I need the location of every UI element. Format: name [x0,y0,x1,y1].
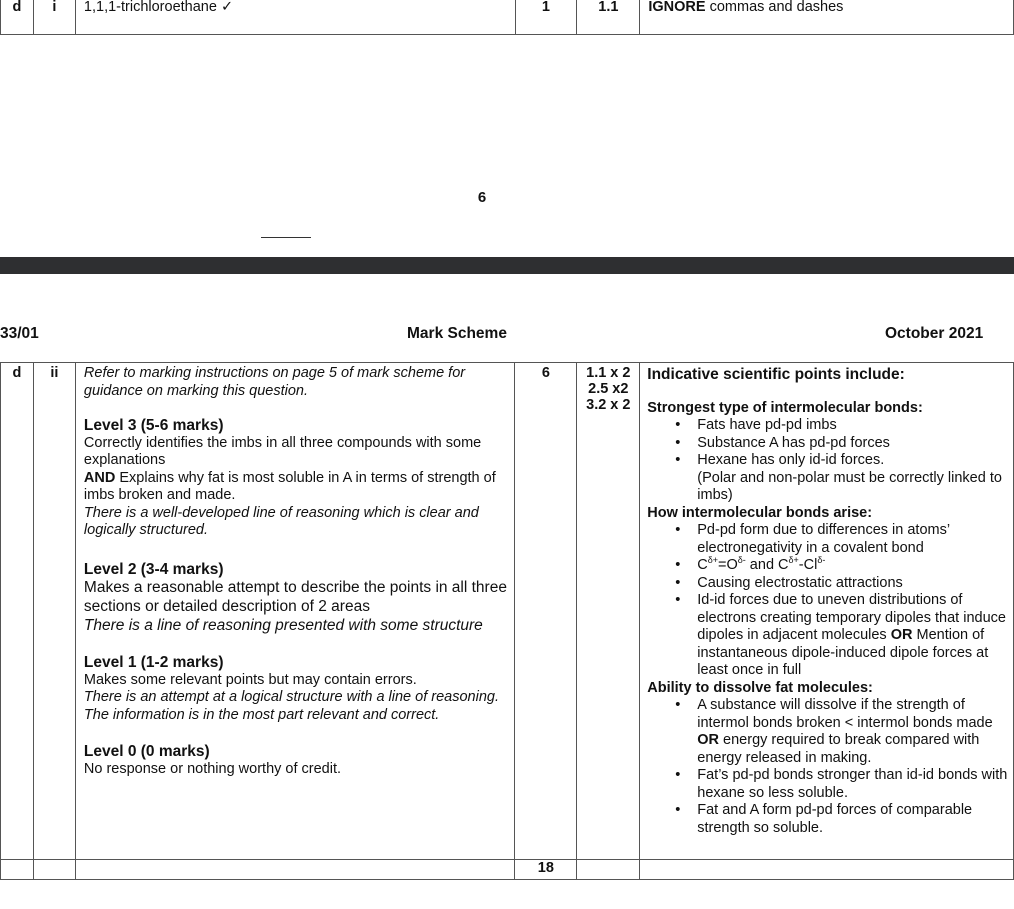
footnote-rule [261,237,311,238]
list-item: • Fat and A form pd-pd forces of comparable strength so soluble. [647,802,1013,837]
guidance-cell [640,363,1014,860]
total-marks: 18 [515,860,577,880]
question-subpart: ii [33,363,75,860]
ao-item: 3.2 x 2 [586,397,631,413]
level2-reasoning: There is a line of reasoning presented with some structure [83,617,483,634]
top-row-table [0,0,1014,35]
ao-cell [577,363,640,860]
list-item: • Hexane has only id-id forces. [647,452,1013,470]
marks-cell: 6 [515,363,577,860]
level2-text: Makes a reasonable attempt to describe the points in all three sections or detailed description of 2 areas [83,579,507,615]
question-part: d [1,0,34,35]
mark-scheme-table [0,362,1014,880]
guidance-heading: Indicative scientific points include: [647,366,905,383]
guidance-text: commas and dashes [705,0,844,15]
document-title: Mark Scheme [407,325,507,342]
list-item: • Id-id forces due to uneven distributions of electrons creating temporary dipoles that induce dipoles in adjacent molecules OR Mention of instantaneous dipole-induced dipole forces at least once in full [647,592,1013,680]
table-row [1,0,1014,35]
level3-title: Level 3 (5-6 marks) [83,417,224,434]
question-subpart: i [33,0,75,35]
guidance-cell [640,0,1014,35]
marks-cell: 1 [515,0,577,35]
list-item: • A substance will dissolve if the strength of intermol bonds broken < intermol bonds made OR energy required to break compared with energy released in making. [647,697,1013,767]
list-item: • Causing electrostatic attractions [647,575,1013,593]
level1-title: Level 1 (1-2 marks) [83,654,224,671]
document-date: October 2021 [885,325,984,342]
list-item: • $C^{\delta+}=O^{\delta-}$ and $C^{\delta+}-Cl^{\delta-}$ [647,557,1013,575]
ao-item: 1.1 x 2 [586,365,631,381]
level3-and-text: AND Explains why fat is most soluble in A in terms of strength of imbs broken and made. [83,469,496,503]
note-text: (Polar and non-polar must be correctly linked to imbs) [697,469,1002,503]
level3-text: Correctly identifies the imbs in all three compounds with some explanations [83,434,482,468]
answer-cell [75,363,515,860]
page-number: 6 [477,189,487,206]
table-row [1,363,1014,860]
total-row [1,860,1014,880]
level2-title: Level 2 (3-4 marks) [83,560,224,578]
list-item: • Pd-pd form due to differences in atoms’ electronegativity in a covalent bond [647,522,1013,557]
level0-title: Level 0 (0 marks) [83,743,210,760]
ao-cell: 1.1 [577,0,640,35]
question-part: d [1,363,34,860]
list-item: • Substance A has pd-pd forces [647,435,1013,453]
page-divider [0,257,1014,274]
paper-code: 33/01 [0,325,39,342]
section-title: How intermolecular bonds arise: [647,504,873,521]
list-item: • Fats have pd-pd imbs [647,417,1013,435]
ignore-label: IGNORE [648,0,706,15]
answer-cell [75,0,515,35]
level1-text: Makes some relevant points but may contain errors. [83,671,417,688]
level0-text: No response or nothing worthy of credit. [83,760,342,777]
section-title: Strongest type of intermolecular bonds: [647,399,923,416]
answer-text: 1,1,1-trichloroethane ✓ [83,0,234,15]
list-item: • Fat’s pd-pd bonds stronger than id-id bonds with hexane so less soluble. [647,767,1013,802]
bullet-list [647,522,1013,680]
ao-item: 2.5 x2 [588,381,629,397]
level1-reasoning: There is an attempt at a logical structure with a line of reasoning. The information is in the most part relevant and correct. [83,689,499,723]
intro-text: Refer to marking instructions on page 5 of mark scheme for guidance on marking this question. [83,365,466,399]
bullet-list [647,697,1013,837]
section-title: Ability to dissolve fat molecules: [647,679,873,696]
level3-reasoning: There is a well-developed line of reasoning which is clear and logically structured. [83,504,479,538]
bullet-list [647,417,1013,470]
